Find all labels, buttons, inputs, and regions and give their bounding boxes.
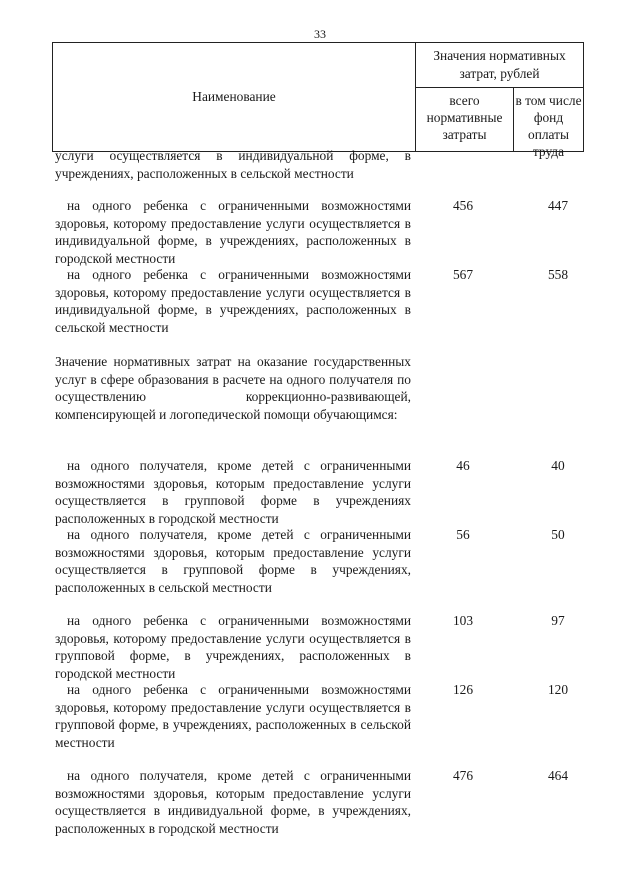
header-total-costs: всего нормативные затраты (415, 87, 514, 152)
row-total-value: 56 (456, 527, 470, 542)
row-payroll-value: 120 (547, 682, 569, 697)
row-total-value: 46 (456, 458, 470, 473)
row-text: на одного ребенка с ограниченными возможностями здоровья, которому предоставление услуги осуществляется в групповой форме, в учреждениях, расположенных в сельской местности (55, 682, 411, 750)
row-total-value: 103 (452, 613, 474, 628)
row-total-value: 567 (452, 267, 474, 282)
section-heading-text: Значение нормативных затрат на оказание государственных услуг в сфере образования в расчете на одного получателя по осуществлению коррекционно-развивающей, компенсирующей и логопедической помощи обучающимся: (55, 354, 411, 422)
row-payroll-value: 464 (547, 768, 569, 783)
row-total-value: 126 (452, 682, 474, 697)
row-text: на одного ребенка с ограниченными возможностями здоровья, которому предоставление услуги осуществляется в индивидуальной форме, в учреждениях, расположенных в городской местности (55, 198, 411, 266)
header-name-label: Наименование (192, 89, 276, 104)
header-values-group: Значения нормативных затрат, рублей (415, 42, 584, 88)
header-name-column (52, 42, 416, 152)
row-payroll-value: 40 (551, 458, 565, 473)
row-text: на одного получателя, кроме детей с ограниченными возможностями здоровья, которым предоставление услуги осуществляется в индивидуальной форме, в учреждениях, расположенных в городской местности (55, 768, 411, 836)
row-payroll-value: 50 (551, 527, 565, 542)
row-text: на одного ребенка с ограниченными возможностями здоровья, которому предоставление услуги осуществляется в индивидуальной форме, в учреждениях, расположенных в сельской местности (55, 267, 411, 335)
row-total-value: 456 (452, 198, 474, 213)
row-text: услуги осуществляется в индивидуальной форме, в учреждениях, расположенных в сельской местности (55, 148, 411, 181)
header-payroll-fund: в том числе фонд оплаты труда (513, 87, 584, 152)
row-payroll-value: 97 (551, 613, 565, 628)
page-number: 33 (314, 27, 326, 41)
row-text: на одного ребенка с ограниченными возможностями здоровья, которому предоставление услуги осуществляется в групповой форме, в учреждениях, расположенных в городской местности (55, 613, 411, 681)
row-text: на одного получателя, кроме детей с ограниченными возможностями здоровья, которым предоставление услуги осуществляется в групповой форме в учреждениях, расположенных в сельской местности (55, 527, 411, 595)
row-payroll-value: 447 (547, 198, 569, 213)
row-payroll-value: 558 (547, 267, 569, 282)
row-text: на одного получателя, кроме детей с ограниченными возможностями здоровья, которым предоставление услуги осуществляется в групповой форме в учреждениях расположенных в городской местности (55, 458, 411, 526)
row-total-value: 476 (452, 768, 474, 783)
